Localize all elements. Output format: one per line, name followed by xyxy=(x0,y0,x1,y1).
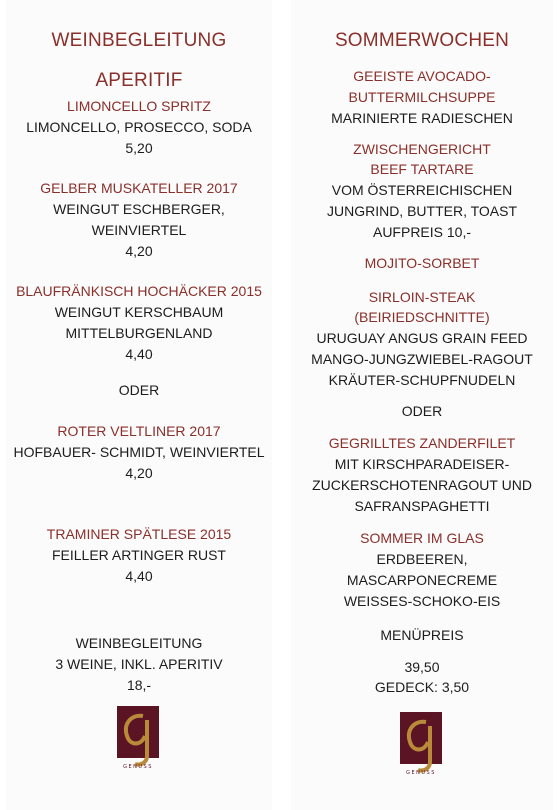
wine-detail: WEINGUT KERSCHBAUM xyxy=(54,304,224,320)
course-name: SIRLOIN-STEAK xyxy=(368,289,476,305)
pairing-summary-detail: 3 WEINE, INKL. APERITIV xyxy=(55,656,223,672)
svg-text:GENUSS: GENUSS xyxy=(123,764,153,770)
course-detail: MARINIERTE RADIESCHEN xyxy=(331,110,513,126)
wine-price: 4,20 xyxy=(125,243,153,259)
course-detail: MANGO-JUNGZWIEBEL-RAGOUT xyxy=(311,351,533,367)
course-name: SOMMER IM GLAS xyxy=(360,530,484,546)
pairing-summary-title: WEINBEGLEITUNG xyxy=(75,635,203,651)
oder-separator: ODER xyxy=(118,382,160,398)
wine-name: ROTER VELTLINER 2017 xyxy=(57,423,221,439)
wine-name: LIMONCELLO SPRITZ xyxy=(67,98,211,114)
svg-text:GENUSS: GENUSS xyxy=(406,770,436,776)
wine-price: 4,20 xyxy=(125,465,153,481)
pairing-summary-price: 18,- xyxy=(126,677,152,693)
wine-price: 4,40 xyxy=(125,346,153,362)
cover-charge: GEDECK: 3,50 xyxy=(374,679,470,695)
course-name: GEEISTE AVOCADO- xyxy=(353,68,491,84)
course-name: ZWISCHENGERICHT xyxy=(353,141,491,157)
wine-name: TRAMINER SPÄTLESE 2015 xyxy=(46,526,232,542)
wine-price: 5,20 xyxy=(125,140,153,156)
course-detail: VOM ÖSTERREICHISCHEN xyxy=(331,182,513,198)
aperitif-heading: APERITIF xyxy=(95,70,183,91)
course-detail: KRÄUTER-SCHUPFNUDELN xyxy=(328,372,516,388)
summer-menu-title: SOMMERWOCHEN xyxy=(334,30,510,51)
course-detail: MASCARPONECREME xyxy=(346,572,498,588)
course-name: MOJITO-SORBET xyxy=(364,255,480,271)
course-name: BEEF TARTARE xyxy=(370,161,474,177)
course-detail: MIT KIRSCHPARADEISER- xyxy=(334,456,510,472)
wine-detail: WEINVIERTEL xyxy=(91,222,187,238)
wine-name: GELBER MUSKATELLER 2017 xyxy=(40,180,238,196)
wine-detail: WEINGUT ESCHBERGER, xyxy=(53,201,225,217)
summer-menu-column xyxy=(291,0,553,810)
restaurant-logo xyxy=(396,712,446,776)
course-detail: URUGUAY ANGUS GRAIN FEED xyxy=(316,330,528,346)
course-surcharge: AUFPREIS 10,- xyxy=(372,224,472,240)
course-detail: SAFRANSPAGHETTI xyxy=(354,498,490,514)
course-detail: ZUCKERSCHOTENRAGOUT UND xyxy=(312,477,532,493)
wine-pairing-column xyxy=(6,0,272,810)
course-name: (BEIRIEDSCHNITTE) xyxy=(354,309,490,325)
course-name: GEGRILLTES ZANDERFILET xyxy=(328,435,516,451)
oder-separator: ODER xyxy=(401,403,443,419)
course-detail: ERDBEEREN, xyxy=(376,551,468,567)
menu-price: 39,50 xyxy=(404,659,440,675)
wine-price: 4,40 xyxy=(125,568,153,584)
course-name: BUTTERMILCHSUPPE xyxy=(348,89,496,105)
wine-detail: HOFBAUER- SCHMIDT, WEINVIERTEL xyxy=(13,444,265,460)
restaurant-logo xyxy=(113,706,163,770)
wine-pairing-title: WEINBEGLEITUNG xyxy=(51,30,227,51)
wine-detail: MITTELBURGENLAND xyxy=(65,325,213,341)
wine-detail: FEILLER ARTINGER RUST xyxy=(51,547,226,563)
wine-name: BLAUFRÄNKISCH HOCHÄCKER 2015 xyxy=(16,283,262,299)
wine-detail: LIMONCELLO, PROSECCO, SODA xyxy=(26,119,252,135)
menu-price-label: MENÜPREIS xyxy=(380,627,464,643)
course-detail: JUNGRIND, BUTTER, TOAST xyxy=(326,203,518,219)
course-detail: WEISSES-SCHOKO-EIS xyxy=(343,593,501,609)
